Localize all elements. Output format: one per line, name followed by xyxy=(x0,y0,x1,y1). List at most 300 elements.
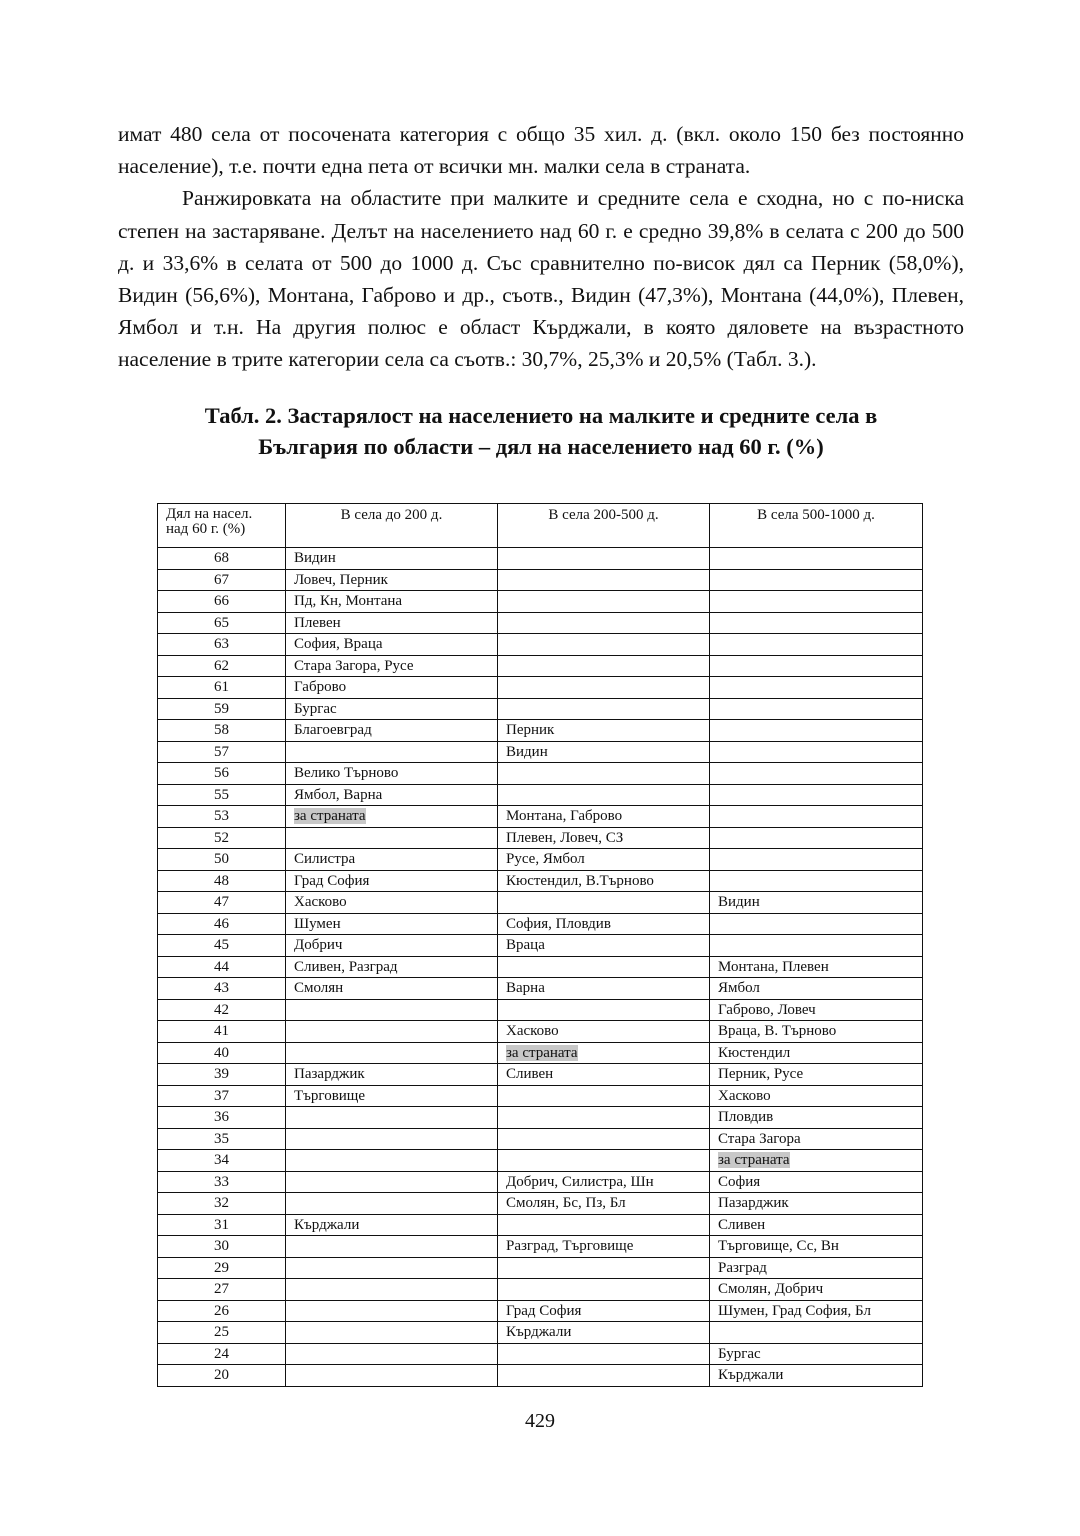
cell-text: София, Враца xyxy=(294,636,383,653)
cell-500-1000 xyxy=(710,1279,923,1301)
cell-500-1000 xyxy=(710,827,923,849)
cell-text: Хасково xyxy=(506,1023,559,1040)
cell-text: Сливен xyxy=(506,1066,554,1083)
cell-under-200 xyxy=(286,1150,498,1172)
cell-text: Плевен xyxy=(294,614,341,631)
cell-500-1000 xyxy=(710,849,923,871)
cell-500-1000 xyxy=(710,956,923,978)
cell-percent xyxy=(158,591,286,613)
cell-500-1000 xyxy=(710,999,923,1021)
table-row xyxy=(158,612,923,634)
paragraph-2: Ранжировката на областите при малките и средните села е сходна, но с по-ниска степен на застаряване. Делът на населението над 60 г. е средно 39,8% в селата с 200 до 500 д. и 33,6% в селата от 500 до 1000 д. Със сравнително по-висок дял са Перник (58,0%), Видин (56,6%), Монтана, Габрово и др., съотв., Видин (47,3%), Монтана (44,0%), Плевен, Ямбол и т.н. На другия полюс е област Кърджали, в която дяловете на възрастното население в трите категории села са съотв.: 30,7%, 25,3% и 20,5% (Табл. 3.). xyxy=(118,186,964,372)
cell-percent xyxy=(158,913,286,935)
cell-percent xyxy=(158,1279,286,1301)
cell-under-200 xyxy=(286,806,498,828)
cell-500-1000 xyxy=(710,720,923,742)
cell-200-500 xyxy=(498,1085,710,1107)
cell-200-500 xyxy=(498,956,710,978)
table-row xyxy=(158,1171,923,1193)
cell-text: 56 xyxy=(214,765,229,782)
cell-under-200 xyxy=(286,892,498,914)
cell-percent xyxy=(158,634,286,656)
cell-text: Град София xyxy=(506,1302,582,1319)
cell-text: Видин xyxy=(294,550,336,567)
cell-percent xyxy=(158,698,286,720)
cell-under-200 xyxy=(286,1064,498,1086)
cell-200-500 xyxy=(498,1171,710,1193)
cell-text: Кърджали xyxy=(294,1216,360,1233)
cell-text: Смолян xyxy=(294,980,344,997)
cell-text: Сливен xyxy=(718,1216,766,1233)
cell-text: Монтана, Габрово xyxy=(506,808,623,825)
table-row xyxy=(158,1193,923,1215)
table-row xyxy=(158,1343,923,1365)
cell-200-500 xyxy=(498,784,710,806)
cell-text: Хасково xyxy=(718,1087,771,1104)
cell-200-500 xyxy=(498,763,710,785)
cell-under-200 xyxy=(286,849,498,871)
cell-text: 35 xyxy=(214,1130,229,1147)
table-row xyxy=(158,1365,923,1387)
caption-line-1: Табл. 2. Застарялост на населението на малките и средните села в xyxy=(204,402,878,428)
caption-line-2: България по области – дял на населението над 60 г. (%) xyxy=(258,433,824,459)
cell-500-1000 xyxy=(710,763,923,785)
cell-text: Монтана, Плевен xyxy=(718,958,829,975)
cell-500-1000 xyxy=(710,892,923,914)
cell-500-1000 xyxy=(710,612,923,634)
cell-percent xyxy=(158,1193,286,1215)
cell-text: Враца xyxy=(506,937,545,954)
cell-200-500 xyxy=(498,655,710,677)
cell-percent xyxy=(158,612,286,634)
cell-under-200 xyxy=(286,741,498,763)
cell-text: 42 xyxy=(214,1001,229,1018)
cell-200-500 xyxy=(498,591,710,613)
cell-text: 44 xyxy=(214,958,229,975)
cell-500-1000 xyxy=(710,1064,923,1086)
table-row xyxy=(158,784,923,806)
cell-text: 37 xyxy=(214,1087,229,1104)
cell-text: Силистра xyxy=(294,851,356,868)
cell-under-200 xyxy=(286,1128,498,1150)
cell-percent xyxy=(158,892,286,914)
cell-text: Смолян, Бс, Пз, Бл xyxy=(506,1195,626,1212)
cell-text: Стара Загора xyxy=(718,1130,801,1147)
cell-text: 45 xyxy=(214,937,229,954)
cell-200-500 xyxy=(498,741,710,763)
cell-500-1000 xyxy=(710,677,923,699)
cell-under-200 xyxy=(286,720,498,742)
cell-200-500 xyxy=(498,1300,710,1322)
cell-under-200 xyxy=(286,784,498,806)
cell-200-500 xyxy=(498,849,710,871)
cell-text: за страната xyxy=(718,1152,790,1169)
cell-500-1000 xyxy=(710,591,923,613)
cell-200-500 xyxy=(498,1214,710,1236)
table-row xyxy=(158,849,923,871)
cell-500-1000 xyxy=(710,1214,923,1236)
cell-text: 47 xyxy=(214,894,229,911)
cell-200-500 xyxy=(498,1322,710,1344)
cell-under-200 xyxy=(286,569,498,591)
cell-200-500 xyxy=(498,634,710,656)
cell-200-500 xyxy=(498,1128,710,1150)
cell-500-1000 xyxy=(710,1128,923,1150)
cell-text: Велико Търново xyxy=(294,765,399,782)
cell-text: 52 xyxy=(214,829,229,846)
cell-text: Шумен xyxy=(294,915,341,932)
aging-table xyxy=(157,503,923,1387)
cell-text: 55 xyxy=(214,786,229,803)
cell-200-500 xyxy=(498,1257,710,1279)
cell-200-500 xyxy=(498,1042,710,1064)
cell-text: Град София xyxy=(294,872,370,889)
cell-text: Разград, Търговище xyxy=(506,1238,634,1255)
cell-text: Кюстендил, В.Търново xyxy=(506,872,654,889)
header-villages-500-1000: В села 500-1000 д. xyxy=(710,504,923,548)
cell-text: София xyxy=(718,1173,761,1190)
cell-text: 43 xyxy=(214,980,229,997)
cell-text: 33 xyxy=(214,1173,229,1190)
cell-percent xyxy=(158,677,286,699)
cell-text: Сливен, Разград xyxy=(294,958,398,975)
cell-under-200 xyxy=(286,1236,498,1258)
table-row xyxy=(158,1150,923,1172)
table-row xyxy=(158,548,923,570)
table-row xyxy=(158,655,923,677)
cell-500-1000 xyxy=(710,1365,923,1387)
cell-percent xyxy=(158,763,286,785)
cell-percent xyxy=(158,1300,286,1322)
cell-under-200 xyxy=(286,1171,498,1193)
header-villages-200-500: В села 200-500 д. xyxy=(498,504,710,548)
table-row xyxy=(158,913,923,935)
cell-under-200 xyxy=(286,1365,498,1387)
table-row xyxy=(158,935,923,957)
cell-500-1000 xyxy=(710,698,923,720)
cell-200-500 xyxy=(498,569,710,591)
table-row xyxy=(158,1042,923,1064)
cell-percent xyxy=(158,1365,286,1387)
cell-text: Стара Загора, Русе xyxy=(294,657,414,674)
cell-text: 31 xyxy=(214,1216,229,1233)
table-row xyxy=(158,827,923,849)
cell-200-500 xyxy=(498,1365,710,1387)
cell-500-1000 xyxy=(710,1257,923,1279)
cell-under-200 xyxy=(286,935,498,957)
cell-under-200 xyxy=(286,999,498,1021)
cell-percent xyxy=(158,655,286,677)
cell-text: Варна xyxy=(506,980,545,997)
cell-text: Пд, Кн, Монтана xyxy=(294,593,403,610)
cell-200-500 xyxy=(498,935,710,957)
cell-text: Търговище xyxy=(294,1087,366,1104)
cell-500-1000 xyxy=(710,569,923,591)
cell-text: 68 xyxy=(214,550,229,567)
cell-text: 48 xyxy=(214,872,229,889)
cell-text: 34 xyxy=(214,1152,229,1169)
table-row xyxy=(158,999,923,1021)
cell-text: Русе, Ямбол xyxy=(506,851,585,868)
cell-text: 63 xyxy=(214,636,229,653)
cell-200-500 xyxy=(498,978,710,1000)
cell-text: Пловдив xyxy=(718,1109,774,1126)
cell-percent xyxy=(158,1021,286,1043)
cell-text: за страната xyxy=(294,808,366,825)
table-row xyxy=(158,1107,923,1129)
cell-text: 67 xyxy=(214,571,229,588)
cell-percent xyxy=(158,1107,286,1129)
cell-200-500 xyxy=(498,806,710,828)
cell-500-1000 xyxy=(710,1236,923,1258)
cell-under-200 xyxy=(286,956,498,978)
cell-text: Плевен, Ловеч, СЗ xyxy=(506,829,624,846)
cell-200-500 xyxy=(498,612,710,634)
cell-under-200 xyxy=(286,1343,498,1365)
cell-percent xyxy=(158,720,286,742)
cell-percent xyxy=(158,956,286,978)
cell-under-200 xyxy=(286,1214,498,1236)
table-row xyxy=(158,698,923,720)
cell-text: 58 xyxy=(214,722,229,739)
cell-text: 25 xyxy=(214,1324,229,1341)
cell-200-500 xyxy=(498,913,710,935)
cell-percent xyxy=(158,1150,286,1172)
cell-500-1000 xyxy=(710,784,923,806)
cell-500-1000 xyxy=(710,655,923,677)
cell-text: 30 xyxy=(214,1238,229,1255)
cell-text: Благоевград xyxy=(294,722,372,739)
table-row xyxy=(158,720,923,742)
cell-under-200 xyxy=(286,698,498,720)
cell-text: 57 xyxy=(214,743,229,760)
table-row xyxy=(158,741,923,763)
cell-text: 24 xyxy=(214,1345,229,1362)
table-header-row xyxy=(158,504,923,548)
cell-200-500 xyxy=(498,1343,710,1365)
cell-text: Враца, В. Търново xyxy=(718,1023,837,1040)
cell-500-1000 xyxy=(710,1322,923,1344)
cell-500-1000 xyxy=(710,1171,923,1193)
cell-text: Търговище, Сс, Вн xyxy=(718,1238,839,1255)
cell-percent xyxy=(158,870,286,892)
cell-200-500 xyxy=(498,1064,710,1086)
cell-under-200 xyxy=(286,827,498,849)
cell-under-200 xyxy=(286,913,498,935)
cell-text: Добрич xyxy=(294,937,343,954)
cell-text: 29 xyxy=(214,1259,229,1276)
table-row xyxy=(158,763,923,785)
table-row xyxy=(158,591,923,613)
cell-200-500 xyxy=(498,677,710,699)
cell-text: Видин xyxy=(718,894,760,911)
cell-percent xyxy=(158,1343,286,1365)
cell-under-200 xyxy=(286,1085,498,1107)
cell-text: 40 xyxy=(214,1044,229,1061)
table-row xyxy=(158,1279,923,1301)
table-row xyxy=(158,892,923,914)
paragraph-1: имат 480 села от посочената категория с общо 35 хил. д. (вкл. около 150 без постоянно население), т.е. почти една пета от всички мн. малки села в страната. xyxy=(118,122,964,179)
table-row xyxy=(158,677,923,699)
table-body xyxy=(158,548,923,1387)
cell-under-200 xyxy=(286,612,498,634)
cell-text: Габрово xyxy=(294,679,347,696)
cell-500-1000 xyxy=(710,1021,923,1043)
cell-percent xyxy=(158,849,286,871)
cell-text: 62 xyxy=(214,657,229,674)
cell-under-200 xyxy=(286,1021,498,1043)
table-row xyxy=(158,569,923,591)
cell-percent xyxy=(158,1128,286,1150)
cell-200-500 xyxy=(498,720,710,742)
cell-text: София, Пловдив xyxy=(506,915,611,932)
cell-500-1000 xyxy=(710,1107,923,1129)
cell-percent xyxy=(158,935,286,957)
cell-text: Ямбол, Варна xyxy=(294,786,383,803)
table-row xyxy=(158,1214,923,1236)
cell-under-200 xyxy=(286,677,498,699)
cell-200-500 xyxy=(498,1021,710,1043)
text-block xyxy=(118,118,964,462)
table-row xyxy=(158,1021,923,1043)
cell-percent xyxy=(158,741,286,763)
table-row xyxy=(158,1085,923,1107)
cell-text: 26 xyxy=(214,1302,229,1319)
cell-percent xyxy=(158,1236,286,1258)
cell-text: Пазарджик xyxy=(718,1195,789,1212)
cell-500-1000 xyxy=(710,935,923,957)
cell-text: Смолян, Добрич xyxy=(718,1281,824,1298)
cell-500-1000 xyxy=(710,741,923,763)
cell-text: Кърджали xyxy=(506,1324,572,1341)
cell-500-1000 xyxy=(710,1150,923,1172)
cell-text: Кюстендил xyxy=(718,1044,791,1061)
header-villages-under-200: В села до 200 д. xyxy=(286,504,498,548)
cell-text: Хасково xyxy=(294,894,347,911)
cell-text: 41 xyxy=(214,1023,229,1040)
cell-text: за страната xyxy=(506,1044,578,1061)
cell-text: 53 xyxy=(214,808,229,825)
cell-text: Разград xyxy=(718,1259,767,1276)
cell-under-200 xyxy=(286,634,498,656)
cell-percent xyxy=(158,978,286,1000)
table-row xyxy=(158,1064,923,1086)
cell-text: 59 xyxy=(214,700,229,717)
cell-under-200 xyxy=(286,870,498,892)
cell-text: 20 xyxy=(214,1367,229,1384)
cell-500-1000 xyxy=(710,1343,923,1365)
cell-200-500 xyxy=(498,1236,710,1258)
table-row xyxy=(158,1128,923,1150)
table-caption xyxy=(118,400,964,462)
cell-percent xyxy=(158,827,286,849)
cell-500-1000 xyxy=(710,978,923,1000)
cell-200-500 xyxy=(498,548,710,570)
table-row xyxy=(158,956,923,978)
cell-text: 36 xyxy=(214,1109,229,1126)
cell-text: Добрич, Силистра, Шн xyxy=(506,1173,654,1190)
cell-under-200 xyxy=(286,655,498,677)
cell-text: Шумен, Град София, Бл xyxy=(718,1302,871,1319)
cell-200-500 xyxy=(498,698,710,720)
cell-text: 27 xyxy=(214,1281,229,1298)
cell-text: Пазарджик xyxy=(294,1066,365,1083)
cell-200-500 xyxy=(498,1107,710,1129)
cell-percent xyxy=(158,569,286,591)
cell-500-1000 xyxy=(710,548,923,570)
page-number: 429 xyxy=(525,1410,555,1432)
cell-percent xyxy=(158,1042,286,1064)
cell-percent xyxy=(158,1064,286,1086)
cell-200-500 xyxy=(498,870,710,892)
cell-500-1000 xyxy=(710,1193,923,1215)
cell-500-1000 xyxy=(710,806,923,828)
header-share: Дял на насел. над 60 г. (%) xyxy=(158,504,286,548)
cell-text: Видин xyxy=(506,743,548,760)
cell-text: Бургас xyxy=(718,1345,761,1362)
cell-percent xyxy=(158,1214,286,1236)
table-row xyxy=(158,1300,923,1322)
cell-percent xyxy=(158,1171,286,1193)
cell-text: Перник xyxy=(506,722,555,739)
cell-percent xyxy=(158,1085,286,1107)
cell-text: 46 xyxy=(214,915,229,932)
cell-500-1000 xyxy=(710,870,923,892)
cell-200-500 xyxy=(498,892,710,914)
table-row xyxy=(158,1236,923,1258)
cell-text: 50 xyxy=(214,851,229,868)
cell-text: Бургас xyxy=(294,700,337,717)
cell-percent xyxy=(158,1322,286,1344)
table-row xyxy=(158,806,923,828)
table-row xyxy=(158,978,923,1000)
cell-200-500 xyxy=(498,1150,710,1172)
cell-under-200 xyxy=(286,978,498,1000)
cell-under-200 xyxy=(286,591,498,613)
cell-percent xyxy=(158,999,286,1021)
cell-under-200 xyxy=(286,1279,498,1301)
cell-500-1000 xyxy=(710,1042,923,1064)
cell-under-200 xyxy=(286,1300,498,1322)
cell-under-200 xyxy=(286,1193,498,1215)
cell-text: 66 xyxy=(214,593,229,610)
cell-text: 39 xyxy=(214,1066,229,1083)
cell-text: Перник, Русе xyxy=(718,1066,804,1083)
cell-200-500 xyxy=(498,999,710,1021)
cell-text: 61 xyxy=(214,679,229,696)
cell-text: 65 xyxy=(214,614,229,631)
cell-200-500 xyxy=(498,827,710,849)
cell-text: Ловеч, Перник xyxy=(294,571,388,588)
cell-under-200 xyxy=(286,1257,498,1279)
cell-text: Кърджали xyxy=(718,1367,784,1384)
cell-percent xyxy=(158,806,286,828)
cell-500-1000 xyxy=(710,1300,923,1322)
cell-percent xyxy=(158,548,286,570)
cell-text: Ямбол xyxy=(718,980,760,997)
table-row xyxy=(158,634,923,656)
table-row xyxy=(158,1322,923,1344)
cell-under-200 xyxy=(286,1042,498,1064)
table-row xyxy=(158,1257,923,1279)
cell-under-200 xyxy=(286,1107,498,1129)
cell-200-500 xyxy=(498,1193,710,1215)
cell-200-500 xyxy=(498,1279,710,1301)
table-row xyxy=(158,870,923,892)
cell-under-200 xyxy=(286,548,498,570)
cell-percent xyxy=(158,784,286,806)
cell-text: Габрово, Ловеч xyxy=(718,1001,816,1018)
